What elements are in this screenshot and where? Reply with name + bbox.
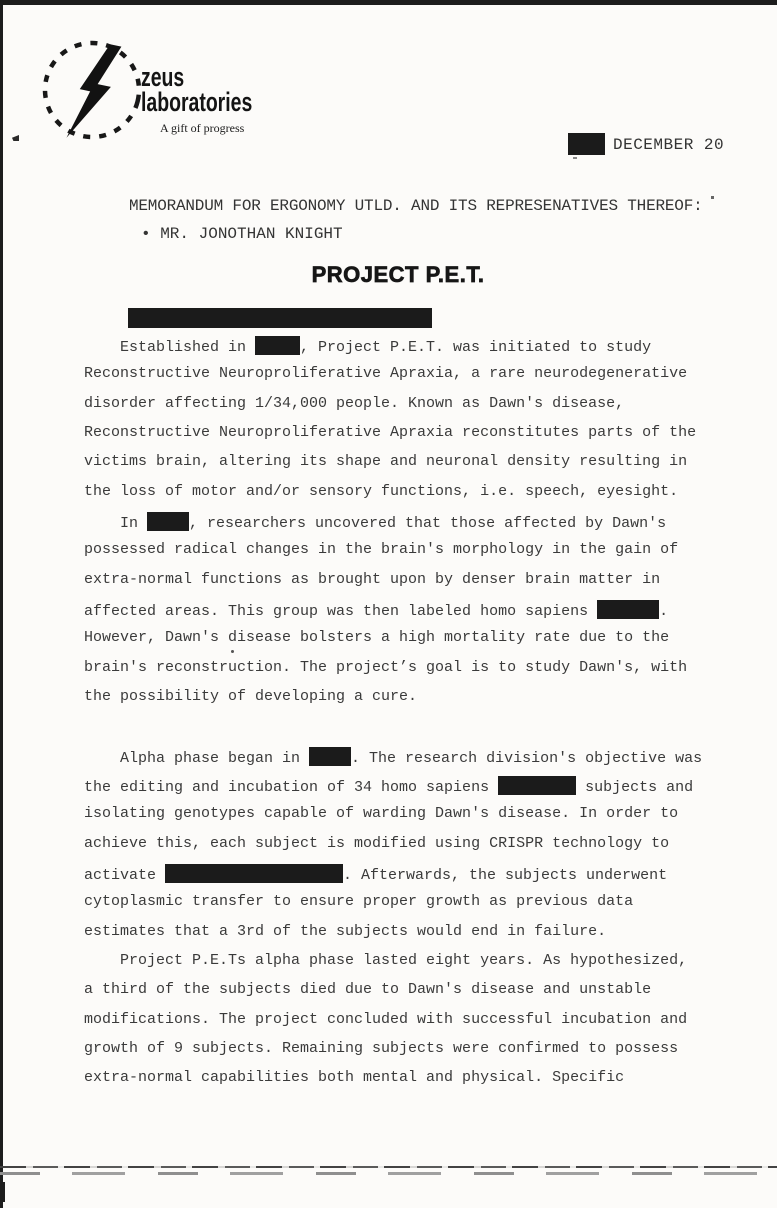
scan-speck [12, 135, 19, 141]
scan-speck [573, 157, 577, 159]
text-run: affected areas. This group was then labeled homo sapiens [84, 602, 598, 620]
text-run: . [659, 602, 669, 620]
redaction-box [255, 336, 300, 355]
body-line [84, 483, 734, 512]
memo-attention-line: • MR. JONOTHAN KNIGHT [141, 225, 343, 243]
body-line [84, 541, 734, 570]
body-line [84, 629, 734, 658]
text-run: victims brain, altering its shape and neuronal density resulting in [84, 453, 688, 471]
paragraph [84, 747, 734, 952]
body-line [84, 1040, 734, 1069]
text-run: subjects and [576, 778, 694, 796]
text-run: . The research division's objective was [351, 749, 703, 767]
body-line [84, 395, 734, 424]
body-line [84, 747, 734, 776]
memo-addressee-line: MEMORANDUM FOR ERGONOMY UTLD. AND ITS REPRESENATIVES THEREOF: [129, 197, 703, 215]
text-run: , researchers uncovered that those affected by Dawn's [189, 514, 667, 532]
body-line [84, 952, 734, 981]
body-line [84, 571, 734, 600]
scan-speck [231, 650, 234, 653]
body-paragraphs [84, 336, 734, 1099]
redaction-box [309, 747, 351, 766]
text-run: However, Dawn's disease bolsters a high mortality rate due to the [84, 629, 670, 647]
text-run: modifications. The project concluded with successful incubation and [84, 1010, 688, 1028]
redaction-bar-subject-line [128, 308, 432, 328]
text-run: Alpha phase began in [84, 749, 310, 767]
redaction-box [498, 776, 576, 795]
body-line [84, 981, 734, 1010]
body-line [84, 1069, 734, 1098]
text-run: Reconstructive Neuroproliferative Apraxia reconstitutes parts of the [84, 423, 697, 441]
redaction-box-date [568, 133, 605, 155]
paragraph [84, 952, 734, 1099]
text-run: , Project P.E.T. was initiated to study [300, 339, 652, 356]
paragraph [84, 336, 734, 512]
text-run: activate [84, 866, 166, 884]
scan-speck [711, 196, 714, 199]
text-run: extra-normal functions as brought upon by denser brain matter in [84, 570, 661, 588]
document-title: PROJECT P.E.T. [311, 262, 485, 287]
text-run: Project P.E.Ts alpha phase lasted eight years. As hypothesized, [84, 951, 688, 969]
text-run: isolating genotypes capable of warding Dawn's disease. In order to [84, 805, 679, 823]
paragraph [84, 512, 734, 717]
body-line [84, 776, 734, 805]
logo-word-zeus: zeus [141, 62, 185, 92]
body-line [84, 659, 734, 688]
zeus-laboratories-logo [40, 36, 255, 141]
text-run: estimates that a 3rd of the subjects would end in failure. [84, 922, 607, 940]
text-run: a third of the subjects died due to Dawn's disease and unstable [84, 981, 652, 999]
scan-edge-blob [0, 1182, 5, 1202]
body-line [84, 688, 734, 717]
text-run: possessed radical changes in the brain's morphology in the gain of [84, 541, 679, 559]
logo-tagline: A gift of progress [160, 121, 245, 135]
scan-edge-left [0, 0, 3, 1208]
body-line [84, 512, 734, 541]
text-run: Established in [84, 339, 256, 356]
body-line [84, 805, 734, 834]
body-line [84, 424, 734, 453]
body-line [84, 893, 734, 922]
scan-edge-top [0, 0, 777, 5]
text-run: cytoplasmic transfer to ensure proper growth as previous data [84, 893, 634, 911]
text-run: growth of 9 subjects. Remaining subjects were confirmed to possess [84, 1039, 679, 1057]
text-run: brain's reconstruction. The project’s goal is to study Dawn's, with [84, 658, 688, 676]
text-run: Reconstructive Neuroproliferative Apraxia, a rare neurodegenerative [84, 365, 688, 383]
body-line [84, 453, 734, 482]
body-line [84, 600, 734, 629]
text-run: disorder affecting 1/34,000 people. Known as Dawn's disease, [84, 394, 625, 412]
redaction-box [597, 600, 659, 619]
body-line [84, 923, 734, 952]
logo-word-laboratories: laboratories [141, 87, 253, 117]
text-run: the loss of motor and/or sensory functions, i.e. speech, eyesight. [84, 482, 679, 500]
text-run: In [84, 514, 148, 532]
text-run: the possibility of developing a cure. [84, 687, 418, 705]
date-text: DECEMBER 20 [613, 136, 725, 154]
body-line [84, 336, 734, 365]
text-run: the editing and incubation of 34 homo sapiens [84, 778, 499, 796]
body-line [84, 365, 734, 394]
text-run: extra-normal capabilities both mental and physical. Specific [84, 1069, 625, 1087]
redaction-box [147, 512, 189, 531]
text-run: . Afterwards, the subjects underwent [343, 866, 668, 884]
body-line [84, 835, 734, 864]
text-run: achieve this, each subject is modified using CRISPR technology to [84, 834, 670, 852]
body-line [84, 864, 734, 893]
redaction-box [165, 864, 343, 883]
copier-artifact-line-dark [0, 1166, 777, 1168]
copier-artifact-line-light [0, 1172, 777, 1175]
body-line [84, 1011, 734, 1040]
